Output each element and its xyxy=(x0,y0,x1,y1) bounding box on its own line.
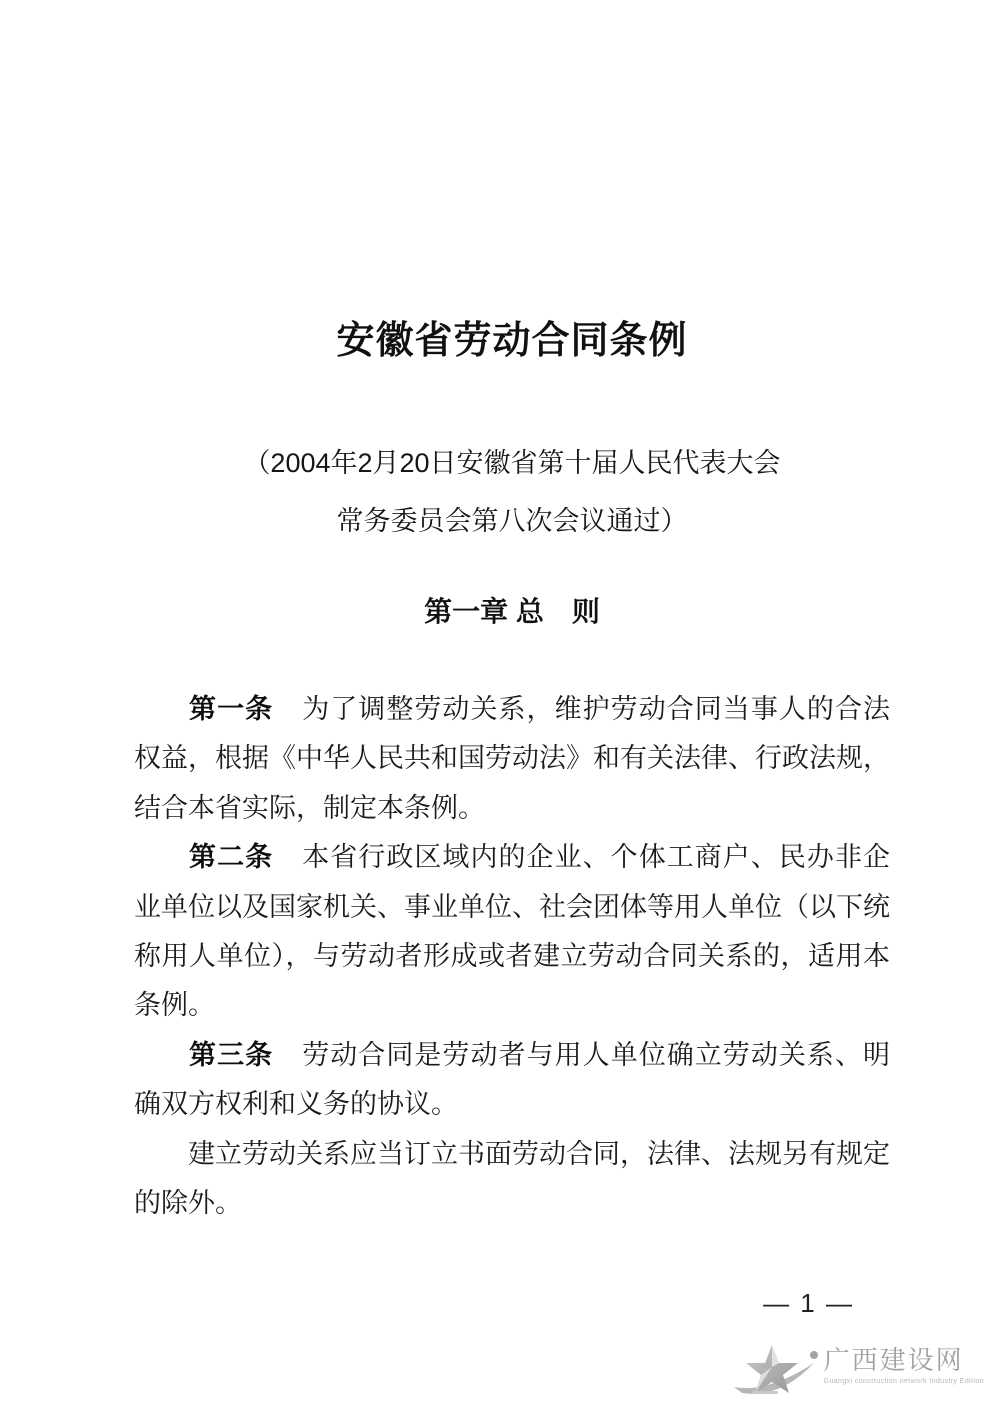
article-1-text: 结合本省实际，制定本条例。 xyxy=(134,792,485,823)
article-3-line-2 xyxy=(134,1080,890,1129)
article-1-text: 权益，根据《中华人民共和国劳动法》和有关法律、行政法规， xyxy=(134,743,890,774)
article-2-line-3 xyxy=(134,932,890,981)
article-2-text: 称用人单位），与劳动者形成或者建立劳动合同关系的，适用本 xyxy=(134,940,890,971)
article-3-paragraph-2-text: 的除外。 xyxy=(134,1187,242,1218)
watermark xyxy=(728,1341,984,1399)
article-3-text: 确双方权利和义务的协议。 xyxy=(134,1089,458,1120)
document-content xyxy=(134,0,890,1319)
article-2-text: 条例。 xyxy=(134,990,215,1021)
article-2-text: 本省行政区域内的企业、个体工商户、民办非企 xyxy=(301,842,891,873)
article-2-label: 第二条 xyxy=(188,842,274,873)
watermark-site-name: 广西建设网 xyxy=(823,1346,964,1375)
article-3-label: 第三条 xyxy=(188,1039,274,1070)
page-number: — 1 — xyxy=(763,1288,854,1319)
watermark-site-caption: Guangxi construction network Industry Edition xyxy=(823,1378,984,1385)
article-2-text: 业单位以及国家机关、事业单位、社会团体等用人单位（以下统 xyxy=(134,891,890,922)
article-1-label: 第一条 xyxy=(188,694,274,724)
star-logo-icon xyxy=(728,1341,820,1399)
article-2-line-2 xyxy=(134,883,890,932)
article-3-text: 劳动合同是劳动者与用人单位确立劳动关系、明 xyxy=(301,1039,891,1070)
article-1-text: 为了调整劳动关系，维护劳动合同当事人的合法 xyxy=(301,694,891,724)
chapter-heading: 第一章 总 则 xyxy=(424,596,600,627)
article-body xyxy=(134,685,890,1228)
article-1-line-1 xyxy=(134,685,890,734)
subtitle-line-2: 常务委员会第八次会议通过） xyxy=(336,506,688,536)
article-2-line-4 xyxy=(134,981,890,1030)
article-3-line-1 xyxy=(134,1031,890,1080)
watermark-text xyxy=(824,1341,984,1385)
article-3-paragraph-2-text: 建立劳动关系应当订立书面劳动合同，法律、法规另有规定 xyxy=(188,1138,890,1169)
article-1-line-2 xyxy=(134,734,890,783)
article-2-line-1 xyxy=(134,833,890,882)
document-title: 安徽省劳动合同条例 xyxy=(336,320,688,362)
article-3-paragraph-2-line-2 xyxy=(134,1179,890,1228)
subtitle-line-1: （2004年2月20日安徽省第十届人民代表大会 xyxy=(243,448,781,478)
article-3-paragraph-2-line-1 xyxy=(134,1130,890,1179)
article-1-line-3 xyxy=(134,784,890,833)
